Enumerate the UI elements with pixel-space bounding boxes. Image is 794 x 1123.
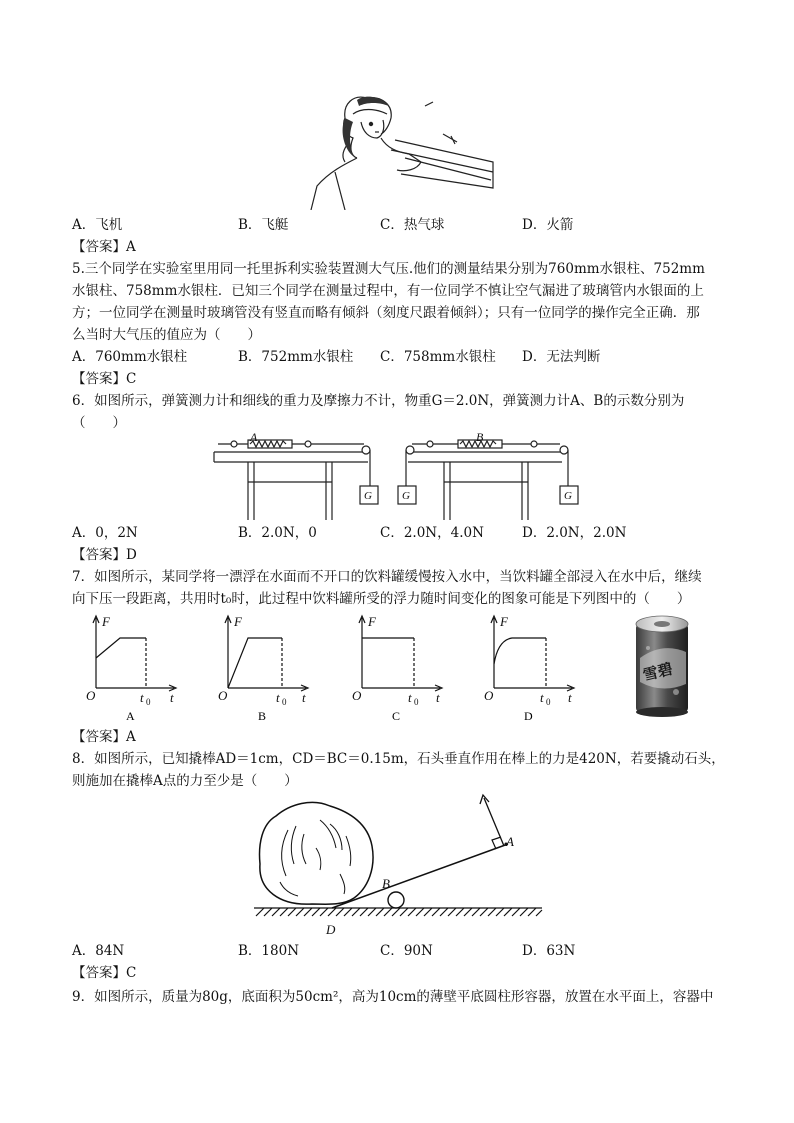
graph-a-caption: A	[126, 709, 135, 722]
graph-a-o-label: O	[86, 688, 96, 703]
graph-b-t-label: t	[302, 690, 306, 705]
q7-answer: 【答案】A	[72, 729, 136, 745]
soda-can-photo	[632, 612, 692, 718]
graph-d-t-label: t	[568, 690, 572, 705]
q8-text-line-1: 8．如图所示，已知撬棒AD＝1cm，CD＝BC＝0.15m，石头垂直作用在棒上的力是420N，若要撬动石头，	[72, 751, 725, 767]
graph-b	[216, 612, 312, 722]
q7-text-line-1: 7．如图所示，某同学将一漂浮在水面而不开口的饮料罐缓慢按入水中，当饮料罐全部浸入在水中后，继续	[72, 569, 702, 585]
q5-text-line-4: 么当时大气压的值应为（ ）	[72, 327, 261, 343]
point-d-label: D	[326, 922, 336, 937]
q8-option-c: C．90N	[380, 943, 433, 959]
q8-answer: 【答案】C	[72, 965, 137, 981]
q6-option-d: D．2.0N，2.0N	[522, 525, 627, 541]
q6-answer: 【答案】D	[72, 547, 137, 563]
graph-b-o-label: O	[218, 688, 228, 703]
graph-d	[482, 612, 578, 722]
graph-d-t0-sub: 0	[546, 697, 551, 707]
q4-option-b: B．飞艇	[238, 217, 289, 233]
graph-a-f-label: F	[102, 614, 110, 629]
graph-a-t0-label: t	[140, 690, 144, 705]
q5-answer: 【答案】C	[72, 371, 137, 387]
graph-d-caption: D	[524, 709, 533, 722]
graph-b-t0-sub: 0	[282, 697, 287, 707]
graph-c-f-label: F	[368, 614, 376, 629]
point-a-label: A	[506, 834, 514, 849]
q8-option-b: B．180N	[238, 943, 300, 959]
q5-option-d: D．无法判断	[522, 349, 601, 365]
graph-c-caption: C	[392, 709, 401, 722]
q5-text-line-2: 水银柱、758mm水银柱．已知三个同学在测量过程中，有一位同学不慎让空气漏进了玻璃管内水银面的上	[72, 283, 704, 299]
q4-option-d: D．火箭	[522, 217, 574, 233]
graph-c-t-label: t	[436, 690, 440, 705]
q6-text-line-2: （ ）	[72, 415, 126, 431]
graph-c-o-label: O	[352, 688, 362, 703]
weight-g-label-1: G	[364, 490, 372, 502]
q6-option-b: B．2.0N，0	[238, 525, 317, 541]
q5-text-line-3: 方；一位同学在测量时玻璃管没有竖直而略有倾斜（刻度尺跟着倾斜）；只有一位同学的操作完全正确．那	[72, 305, 700, 321]
q7-text-line-2: 向下压一段距离，共用时t₀时，此过程中饮料罐所受的浮力随时间变化的图象可能是下列图中的（ ）	[72, 591, 691, 607]
q4-option-c: C．热气球	[380, 217, 445, 233]
crowbar-rock-figure	[250, 790, 550, 938]
q4-answer: 【答案】A	[72, 239, 136, 255]
q6-option-a: A．0，2N	[72, 525, 138, 541]
graph-d-o-label: O	[484, 688, 494, 703]
graph-b-caption: B	[258, 709, 267, 722]
graph-a	[84, 612, 180, 722]
scale-b-label: B	[476, 432, 484, 444]
point-b-label: B	[382, 876, 390, 891]
weight-g-label-2: G	[402, 490, 410, 502]
q5-option-b: B．752mm水银柱	[238, 349, 354, 365]
weight-g-label-3: G	[564, 490, 572, 502]
girl-window-illustration	[305, 92, 495, 210]
q4-option-a: A．飞机	[72, 217, 123, 233]
graph-d-f-label: F	[500, 614, 508, 629]
q6-text-line-1: 6．如图所示，弹簧测力计和细线的重力及摩擦力不计，物重G＝2.0N，弹簧测力计A、B的示数分别为	[72, 393, 685, 409]
graph-a-t0-sub: 0	[146, 697, 151, 707]
graph-b-f-label: F	[234, 614, 242, 629]
graph-c-t0-sub: 0	[414, 697, 419, 707]
graph-b-t0-label: t	[276, 690, 280, 705]
graph-a-t-label: t	[170, 690, 174, 705]
q5-option-a: A．760mm水银柱	[72, 349, 188, 365]
q9-text-line-1: 9．如图所示，质量为80g，底面积为50cm²，高为10cm的薄壁平底圆柱形容器，放置在水平面上，容器中	[72, 989, 714, 1005]
scale-a-label: A	[250, 432, 258, 444]
q5-option-c: C．758mm水银柱	[380, 349, 496, 365]
q8-option-a: A．84N	[72, 943, 125, 959]
can-brand-text: 雪碧	[641, 661, 675, 685]
spring-scale-figure	[208, 432, 588, 522]
graph-c	[350, 612, 446, 722]
graph-d-t0-label: t	[540, 690, 544, 705]
q8-option-d: D．63N	[522, 943, 576, 959]
q6-option-c: C．2.0N，4.0N	[380, 525, 484, 541]
q5-text-line-1: 5.三个同学在实验室里用同一托里拆利实验装置测大气压.他们的测量结果分别为760mm水银柱、752mm	[72, 261, 705, 277]
q8-text-line-2: 则施加在撬棒A点的力至少是（ ）	[72, 773, 298, 789]
graph-c-t0-label: t	[408, 690, 412, 705]
